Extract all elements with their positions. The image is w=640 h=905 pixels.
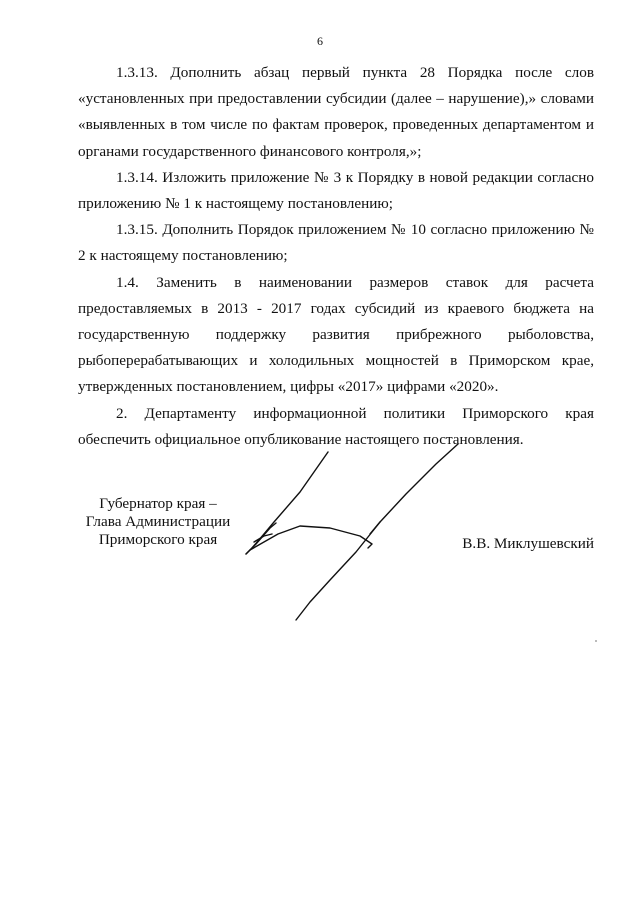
scan-speck bbox=[595, 640, 597, 642]
page-number: 6 bbox=[317, 34, 323, 48]
handwritten-signature bbox=[230, 430, 490, 630]
signatory-title-line-2: Глава Администрации bbox=[85, 513, 231, 530]
paragraph-1-3-13: 1.3.13. Дополнить абзац первый пункта 28 Порядка после слов «установленных при предоставлении субсидии (далее – нарушение),» словами «выявленных в том числе по фактам проверок, проведенных департаментом и органами государственного финансового контроля,»; bbox=[78, 64, 594, 160]
signatory-title-line-3: Приморского края bbox=[98, 531, 218, 548]
document-body bbox=[78, 60, 594, 453]
signer-name: В.В. Миклушевский bbox=[462, 535, 594, 552]
paragraph-1-3-15: 1.3.15. Дополнить Порядок приложением № 10 согласно приложению № 2 к настоящему постановлению; bbox=[78, 221, 594, 265]
signatory-title bbox=[78, 495, 238, 549]
paragraph-1-4: 1.4. Заменить в наименовании размеров ставок для расчета предоставляемых в 2013 - 2017 годах субсидий из краевого бюджета на государственную поддержку развития прибрежного рыболовства, рыбоперерабатывающих и холодильных мощностей в Приморском крае, утвержденных постановлением, цифры «2017» цифрами «2020». bbox=[78, 273, 594, 396]
paragraph-1-3-14: 1.3.14. Изложить приложение № 3 к Порядку в новой редакции согласно приложению № 1 к настоящему постановлению; bbox=[78, 168, 594, 213]
signatory-title-line-1: Губернатор края – bbox=[99, 495, 217, 512]
paragraph-2: 2. Департаменту информационной политики Приморского края обеспечить официальное опубликование настоящего постановления. bbox=[78, 404, 594, 448]
